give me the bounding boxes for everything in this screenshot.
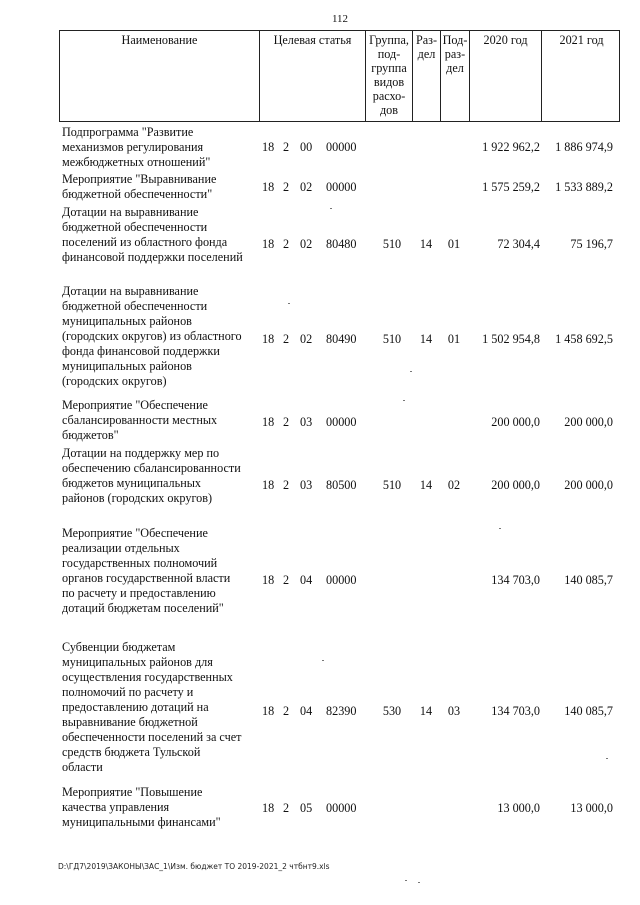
value-2021: 140 085,7 xyxy=(564,573,613,587)
row-name: Подпрограмма "Развитие механизмов регулирования межбюджетных отношений" xyxy=(62,125,211,169)
code-measure: 04 xyxy=(300,704,313,718)
razdel-value: 14 xyxy=(419,478,433,492)
code-direction: 00000 xyxy=(326,180,357,194)
podrazdel-value: 01 xyxy=(447,332,461,346)
group-value: 530 xyxy=(382,704,402,718)
code-direction: 00000 xyxy=(326,573,357,587)
code-subprogram: 2 xyxy=(283,478,290,492)
value-2021: 1 533 889,2 xyxy=(555,180,613,194)
scan-speck xyxy=(330,208,332,209)
code-subprogram: 2 xyxy=(283,180,290,194)
razdel-value: 14 xyxy=(419,704,433,718)
podrazdel-value: 01 xyxy=(447,237,461,251)
code-subprogram: 2 xyxy=(283,140,290,154)
file-path-footer: D:\ГД7\2019\ЗАКОНЫ\ЗАС_1\Изм. бюджет ТО 2019-2021_2 чтбнт9.xls xyxy=(58,862,330,871)
code-subprogram: 2 xyxy=(283,801,290,815)
scan-speck xyxy=(499,528,501,529)
podrazdel-value: 02 xyxy=(447,478,461,492)
value-2020: 13 000,0 xyxy=(497,801,540,815)
row-name: Мероприятие "Обеспечение сбалансированности местных бюджетов" xyxy=(62,398,218,442)
code-subprogram: 2 xyxy=(283,704,290,718)
code-program: 18 xyxy=(262,140,275,154)
value-2021: 200 000,0 xyxy=(564,415,613,429)
row-name: Дотации на поддержку мер по обеспечению сбалансированности бюджетов муниципальных районов (городских округов) xyxy=(62,446,241,505)
row-name: Мероприятие "Обеспечение реализации отдельных государственных полномочий органов государственной власти по расчету и предоставлению дотаций бюджетам поселений" xyxy=(62,526,231,615)
value-2020: 134 703,0 xyxy=(491,704,540,718)
scan-speck xyxy=(403,400,405,401)
value-2020: 72 304,4 xyxy=(497,237,540,251)
code-program: 18 xyxy=(262,415,275,429)
table-header xyxy=(59,30,620,122)
page-number: 112 xyxy=(331,13,349,25)
code-program: 18 xyxy=(262,704,275,718)
code-measure: 03 xyxy=(300,415,313,429)
scan-speck xyxy=(405,880,407,881)
code-direction: 00000 xyxy=(326,801,357,815)
scan-speck xyxy=(322,660,324,661)
row-name: Дотации на выравнивание бюджетной обеспеченности муниципальных районов (городских округов) из областного фонда финансовой поддержки муниципальных районов (городских округов) xyxy=(62,284,242,388)
code-measure: 02 xyxy=(300,237,313,251)
value-2020: 200 000,0 xyxy=(491,415,540,429)
scan-speck xyxy=(410,371,412,372)
code-program: 18 xyxy=(262,332,275,346)
value-2021: 75 196,7 xyxy=(570,237,613,251)
code-measure: 02 xyxy=(300,180,313,194)
code-direction: 00000 xyxy=(326,140,357,154)
header-year-2021: 2021 год xyxy=(559,33,604,47)
row-name: Мероприятие "Повышение качества управления муниципальными финансами" xyxy=(62,785,221,829)
value-2020: 134 703,0 xyxy=(491,573,540,587)
code-measure: 04 xyxy=(300,573,313,587)
value-2021: 13 000,0 xyxy=(570,801,613,815)
row-name: Мероприятие "Выравнивание бюджетной обеспеченности" xyxy=(62,172,217,201)
header-target: Целевая статья xyxy=(260,31,366,121)
scan-speck xyxy=(606,758,608,759)
scan-speck xyxy=(288,303,290,304)
header-group: Группа, под- группа видов расхо- дов xyxy=(366,31,413,121)
value-2020: 1 502 954,8 xyxy=(482,332,540,346)
razdel-value: 14 xyxy=(419,332,433,346)
row-name: Дотации на выравнивание бюджетной обеспеченности поселений из областного фонда финансовой поддержки поселений xyxy=(62,205,243,264)
scan-speck xyxy=(418,882,420,883)
group-value: 510 xyxy=(382,237,402,251)
podrazdel-value: 03 xyxy=(447,704,461,718)
code-subprogram: 2 xyxy=(283,573,290,587)
code-direction: 80490 xyxy=(326,332,357,346)
code-direction: 82390 xyxy=(326,704,357,718)
code-program: 18 xyxy=(262,801,275,815)
code-subprogram: 2 xyxy=(283,237,290,251)
group-value: 510 xyxy=(382,332,402,346)
code-measure: 00 xyxy=(300,140,313,154)
code-direction: 80480 xyxy=(326,237,357,251)
code-direction: 00000 xyxy=(326,415,357,429)
code-program: 18 xyxy=(262,237,275,251)
code-program: 18 xyxy=(262,573,275,587)
value-2021: 200 000,0 xyxy=(564,478,613,492)
header-razdel: Раз- дел xyxy=(413,31,441,121)
code-program: 18 xyxy=(262,180,275,194)
code-subprogram: 2 xyxy=(283,332,290,346)
value-2021: 140 085,7 xyxy=(564,704,613,718)
code-direction: 80500 xyxy=(326,478,357,492)
code-measure: 05 xyxy=(300,801,313,815)
value-2020: 1 922 962,2 xyxy=(482,140,540,154)
header-name: Наименование xyxy=(60,31,260,121)
row-name: Субвенции бюджетам муниципальных районов для осуществления государственных полномочий по расчету и предоставлению дотаций на выравнивание бюджетной обеспеченности поселений за счет средств бюджета Тульской области xyxy=(62,640,242,774)
value-2021: 1 458 692,5 xyxy=(555,332,613,346)
group-value: 510 xyxy=(382,478,402,492)
value-2020: 200 000,0 xyxy=(491,478,540,492)
value-2021: 1 886 974,9 xyxy=(555,140,613,154)
code-program: 18 xyxy=(262,478,275,492)
razdel-value: 14 xyxy=(419,237,433,251)
header-year-2020: 2020 год xyxy=(470,31,542,121)
header-podrazdel: Под- раз- дел xyxy=(441,31,470,121)
code-measure: 03 xyxy=(300,478,313,492)
value-2020: 1 575 259,2 xyxy=(482,180,540,194)
code-subprogram: 2 xyxy=(283,415,290,429)
code-measure: 02 xyxy=(300,332,313,346)
